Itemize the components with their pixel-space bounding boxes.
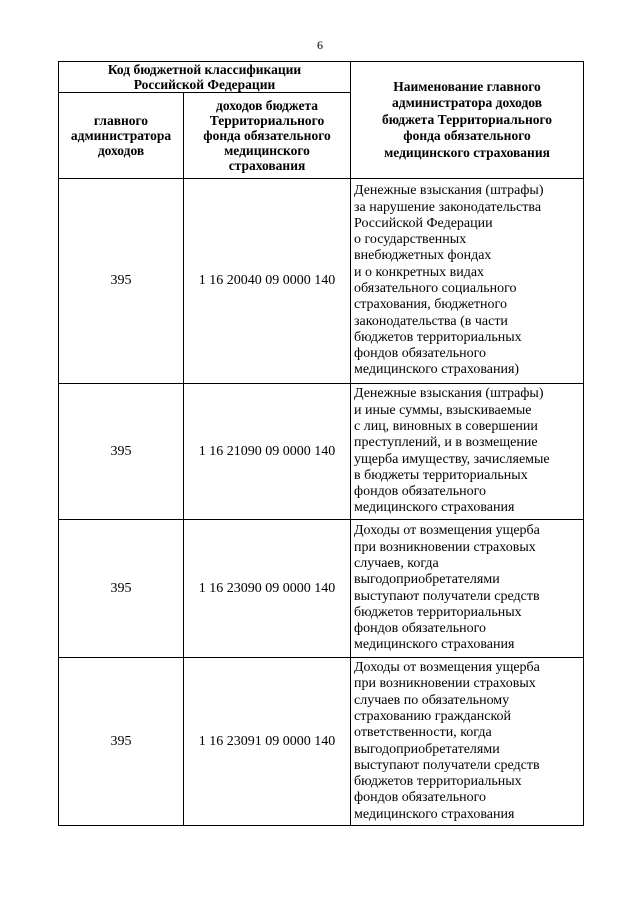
table-row [59, 658, 584, 826]
page-number: 6 [317, 38, 323, 52]
table-row [59, 179, 584, 384]
header-main-administrator: главного администратора доходов [59, 93, 184, 179]
row-budget-code: 1 16 20040 09 0000 140 [184, 179, 351, 384]
table-row [59, 384, 584, 520]
row-admin-code: 395 [59, 179, 184, 384]
row-admin-code: 395 [59, 384, 184, 520]
header-administrator-name: Наименование главного администратора доходов бюджета Территориального фонда обязательного медицинского страхования [351, 62, 584, 179]
row-income-name: Доходы от возмещения ущерба при возникновении страховых случаев по обязательному страхованию гражданской ответственности, когда выгодоприобретателями выступают получатели средств бюджетов территориальных фондов обязательного медицинского страхования [351, 658, 584, 826]
table-row [59, 520, 584, 658]
table-body [59, 179, 584, 826]
budget-classification-table [58, 61, 584, 826]
row-income-name: Денежные взыскания (штрафы) за нарушение законодательства Российской Федерации о государственных внебюджетных фондах и о конкретных видах обязательного социального страхования, бюджетного законодательства (в части бюджетов территориальных фондов обязательного медицинского страхования) [351, 179, 584, 384]
row-income-name: Денежные взыскания (штрафы) и иные суммы, взыскиваемые с лиц, виновных в совершении преступлений, и в возмещение ущерба имуществу, зачисляемые в бюджеты территориальных фондов обязательного медицинского страхования [351, 384, 584, 520]
header-classification-code: Код бюджетной классификации Российской Федерации [59, 62, 351, 93]
row-budget-code: 1 16 23090 09 0000 140 [184, 520, 351, 658]
row-admin-code: 395 [59, 520, 184, 658]
row-admin-code: 395 [59, 658, 184, 826]
table-header [59, 62, 584, 179]
row-budget-code: 1 16 23091 09 0000 140 [184, 658, 351, 826]
header-fund-income: доходов бюджета Территориального фонда обязательного медицинского страхования [184, 93, 351, 179]
row-income-name: Доходы от возмещения ущерба при возникновении страховых случаев, когда выгодоприобретателями выступают получатели средств бюджетов территориальных фондов обязательного медицинского страхования [351, 520, 584, 658]
row-budget-code: 1 16 21090 09 0000 140 [184, 384, 351, 520]
